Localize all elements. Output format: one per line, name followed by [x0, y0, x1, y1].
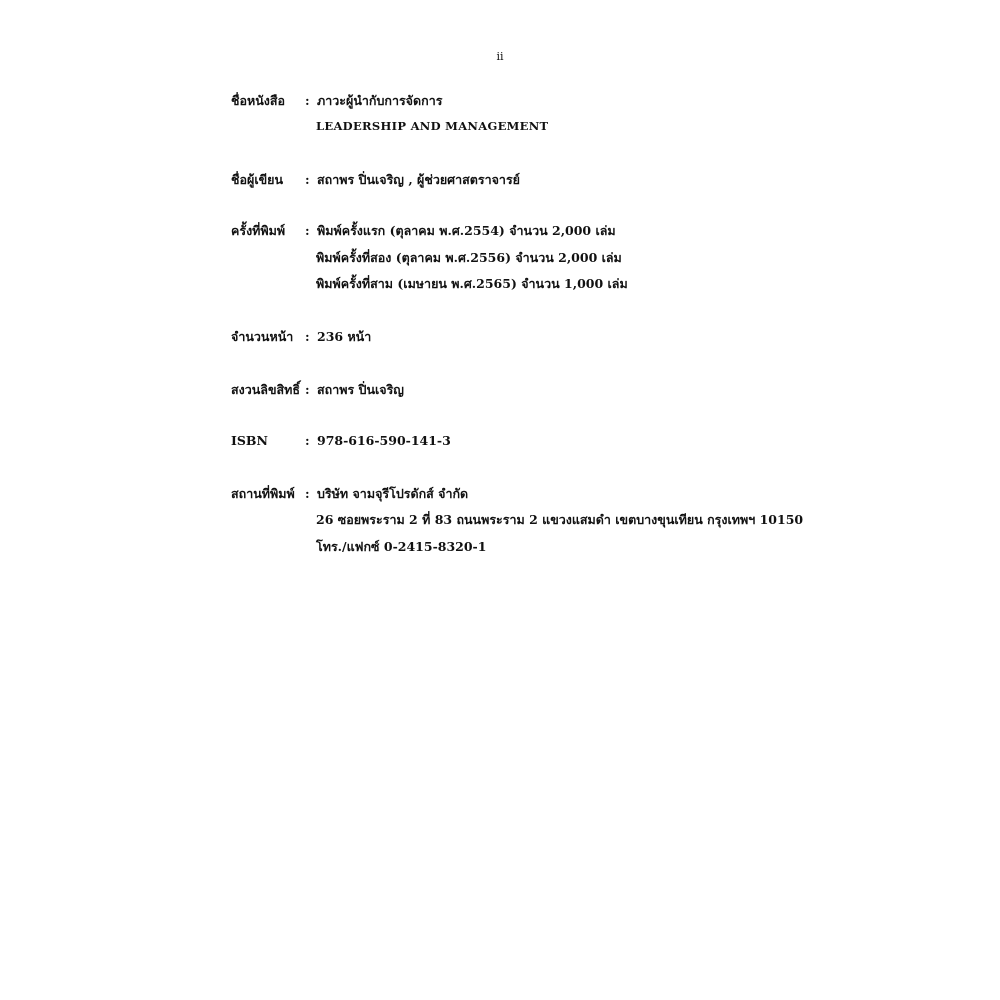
book-title-colon: :	[305, 93, 310, 108]
book-title-value-thai: ภาวะผู้นำกับการจัดการ	[317, 93, 443, 108]
editions-label: ครั้งที่พิมพ์	[231, 223, 286, 238]
printer-value: บริษัท จามจุรีโปรดักส์ จำกัด	[317, 486, 469, 501]
printer-row	[231, 483, 951, 505]
copyright-colon: :	[305, 382, 310, 397]
copyright-label: สงวนลิขสิทธิ์	[231, 382, 301, 397]
book-title-label: ชื่อหนังสือ	[231, 93, 286, 108]
edition-line-2: พิมพ์ครั้งที่สอง (ตุลาคม พ.ศ.2556) จำนวน 2,000 เล่ม	[316, 250, 622, 265]
page-count-row	[231, 326, 951, 348]
printer-label: สถานที่พิมพ์	[231, 486, 295, 501]
book-title-row	[231, 90, 951, 112]
author-colon: :	[305, 172, 310, 187]
page-count-colon: :	[305, 329, 310, 344]
edition-line-3: พิมพ์ครั้งที่สาม (เมษายน พ.ศ.2565) จำนวน 1,000 เล่ม	[316, 276, 628, 291]
edition-line-1: พิมพ์ครั้งแรก (ตุลาคม พ.ศ.2554) จำนวน 2,000 เล่ม	[317, 223, 616, 238]
isbn-colon: :	[305, 433, 310, 448]
copyright-row	[231, 379, 951, 401]
author-label: ชื่อผู้เขียน	[231, 172, 284, 187]
editions-colon: :	[305, 223, 310, 238]
page-count-label: จำนวนหน้า	[231, 329, 294, 344]
printer-phone: โทร./แฟกซ์ 0-2415-8320-1	[316, 539, 487, 554]
printer-address: 26 ซอยพระราม 2 ที่ 83 ถนนพระราม 2 แขวงแสมดำ เขตบางขุนเทียน กรุงเทพฯ 10150	[316, 512, 804, 527]
author-value: สถาพร ปิ่นเจริญ , ผู้ช่วยศาสตราจารย์	[317, 172, 520, 187]
book-title-value-english: LEADERSHIP AND MANAGEMENT	[316, 119, 549, 133]
copyright-value: สถาพร ปิ่นเจริญ	[317, 382, 404, 397]
page-count-value: 236 หน้า	[317, 329, 372, 344]
printer-colon: :	[305, 486, 310, 501]
page-number: ii	[496, 50, 504, 63]
isbn-value: 978-616-590-141-3	[317, 433, 451, 448]
isbn-row	[231, 430, 951, 452]
author-row	[231, 169, 951, 191]
isbn-label: ISBN	[231, 433, 268, 448]
editions-row	[231, 220, 951, 242]
